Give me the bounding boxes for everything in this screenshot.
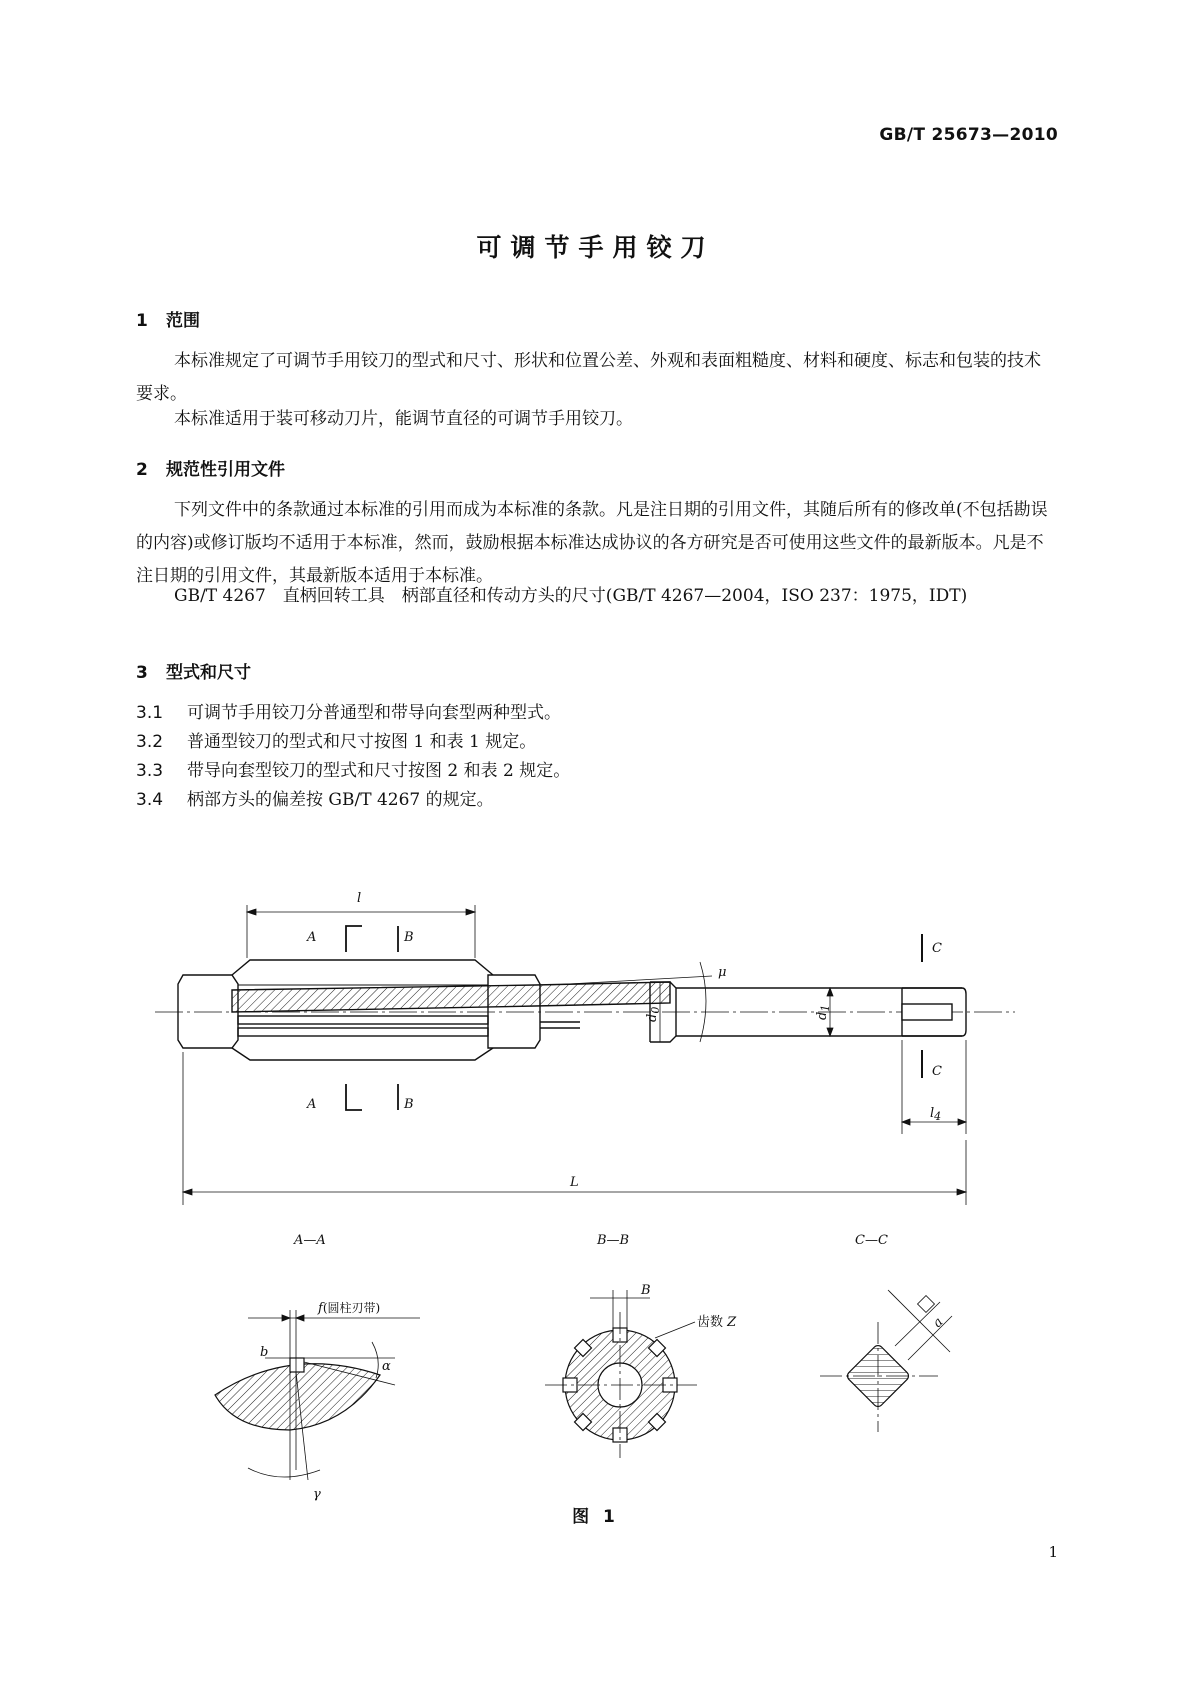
section-title: 范围 xyxy=(166,311,200,331)
label-b-small: b xyxy=(260,1345,269,1360)
label-l4: $l_4$ xyxy=(930,1106,942,1123)
dimension-l xyxy=(247,905,475,958)
blade-slot-lower xyxy=(238,1028,488,1036)
label-a-square: a xyxy=(930,1314,947,1331)
label-d0: $d_0$ xyxy=(645,1006,662,1022)
reamer-elevation xyxy=(155,934,1015,1078)
blade-bottom xyxy=(232,1048,493,1060)
label-b-top: B xyxy=(404,930,414,945)
label-gamma: γ xyxy=(313,1487,321,1502)
figure-caption: 图 1 xyxy=(572,1507,619,1527)
label-c-top: C xyxy=(932,941,942,956)
label-a-bottom: A xyxy=(307,1097,317,1112)
label-alpha: α xyxy=(382,1359,391,1374)
label-f: f(圆柱刃带) xyxy=(318,1301,381,1316)
detail-cc xyxy=(820,1290,952,1432)
clause-text: 柄部方头的偏差按 GB/T 4267 的规定。 xyxy=(187,790,494,810)
section-1-paragraph-2: 本标准适用于装可移动刀片，能调节直径的可调节手用铰刀。 xyxy=(174,409,633,429)
clause-number: 3.2 xyxy=(136,732,164,752)
label-c-bottom: C xyxy=(932,1064,942,1079)
section-title-bb: B—B xyxy=(597,1233,630,1248)
label-a-top: A xyxy=(307,930,317,945)
section-1-paragraph-1: 本标准规定了可调节手用铰刀的型式和尺寸、形状和位置公差、外观和表面粗糙度、材料和硬度、标志和包装的技术要求。 xyxy=(136,351,1041,404)
clause-text: 普通型铰刀的型式和尺寸按图 1 和表 1 规定。 xyxy=(187,732,537,752)
document-title: 可调节手用铰刀 xyxy=(476,233,715,262)
clause-number: 3.3 xyxy=(136,761,164,781)
section-marks-top xyxy=(346,926,398,1110)
section-title-cc: C—C xyxy=(855,1233,888,1248)
label-l: l xyxy=(357,891,362,906)
section-2-paragraph-1: 下列文件中的条款通过本标准的引用而成为本标准的条款。凡是注日期的引用文件，其随后所有的修改单(不包括勘误的内容)或修订版均不适用于本标准，然而，鼓励根据本标准达成协议的各方研究是否可使用这些文件的最新版本。凡是不注日期的引用文件，其最新版本适用于本标准。 xyxy=(136,500,1048,586)
label-B-width: B xyxy=(641,1283,651,1298)
clause-number: 3.1 xyxy=(136,703,164,723)
blade-top xyxy=(232,960,493,975)
section-title-aa: A—A xyxy=(294,1233,326,1248)
clause-text: 可调节手用铰刀分普通型和带导向套型两种型式。 xyxy=(187,703,561,723)
label-teeth: 齿数 Z xyxy=(697,1315,737,1330)
tapered-core xyxy=(232,982,670,1012)
detail-bb xyxy=(545,1290,697,1458)
section-number: 2 xyxy=(136,460,148,480)
section-title: 型式和尺寸 xyxy=(166,663,251,683)
label-b-bottom: B xyxy=(404,1097,414,1112)
section-title: 规范性引用文件 xyxy=(166,460,285,480)
detail-aa xyxy=(215,1310,420,1480)
clause-text: 带导向套型铰刀的型式和尺寸按图 2 和表 2 规定。 xyxy=(187,761,571,781)
label-L: L xyxy=(570,1175,579,1190)
section-number: 1 xyxy=(136,311,148,331)
label-d1: $d_1$ xyxy=(815,1004,832,1020)
clause-number: 3.4 xyxy=(136,790,164,810)
section-2-reference: GB/T 4267 直柄回转工具 柄部直径和传动方头的尺寸(GB/T 4267—2004，ISO 237：1975，IDT) xyxy=(174,586,968,606)
label-mu: μ xyxy=(718,965,727,980)
blade-slot-upper xyxy=(238,1016,488,1024)
page-number: 1 xyxy=(1048,1543,1058,1561)
standard-number: GB/T 25673—2010 xyxy=(879,125,1058,145)
section-number: 3 xyxy=(136,663,148,683)
adjusting-nut xyxy=(178,975,238,1048)
